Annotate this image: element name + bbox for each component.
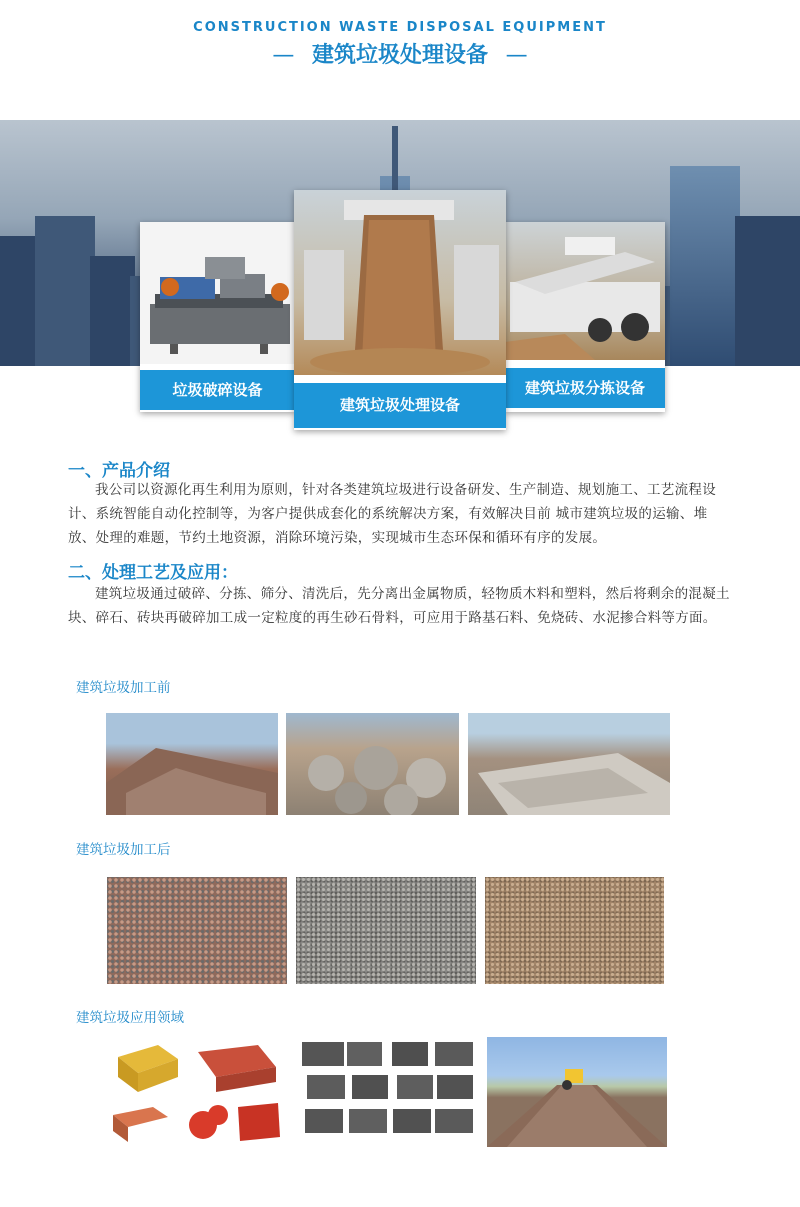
application-photo-bricks	[108, 1037, 288, 1147]
title-english: CONSTRUCTION WASTE DISPOSAL EQUIPMENT	[193, 20, 607, 35]
card-label-shredder: 垃圾破碎设备	[140, 370, 295, 410]
sorter-photo	[505, 222, 665, 360]
process-text: 建筑垃圾通过破碎、分拣、筛分、清洗后，先分离出金属物质，轻物质木料和塑料，然后将剩余的混凝土块、碎石、砖块再破碎加工成一定粒度的再生砂石骨料，可应用于路基石料、免烧砖、水泥掺合料等方面。	[68, 586, 730, 626]
card-sorter	[505, 222, 665, 412]
shredder-photo	[140, 222, 295, 364]
card-processing	[294, 190, 506, 430]
after-photo-3	[485, 877, 664, 984]
before-photo-2	[286, 713, 459, 815]
title-dash-right: —	[505, 43, 528, 68]
before-photo-1	[106, 713, 278, 815]
after-label: 建筑垃圾加工后	[76, 842, 171, 858]
card-shredder	[140, 222, 295, 412]
card-label-sorter: 建筑垃圾分拣设备	[505, 368, 665, 408]
title-dash-left: —	[272, 43, 295, 68]
before-label: 建筑垃圾加工前	[76, 680, 171, 696]
processing-photo	[294, 190, 506, 375]
intro-heading: 一、产品介绍	[68, 461, 170, 481]
process-heading: 二、处理工艺及应用：	[68, 563, 238, 583]
application-label: 建筑垃圾应用领域	[76, 1010, 184, 1026]
after-photo-1	[107, 877, 287, 984]
application-photo-blocks	[297, 1037, 478, 1147]
application-photo-road	[487, 1037, 667, 1147]
title-chinese-row	[0, 38, 800, 69]
before-photo-3	[468, 713, 670, 815]
title-chinese: 建筑垃圾处理设备	[311, 43, 488, 68]
after-photo-2	[296, 877, 476, 984]
card-label-processing: 建筑垃圾处理设备	[294, 383, 506, 428]
intro-text: 我公司以资源化再生利用为原则，针对各类建筑垃圾进行设备研发、生产制造、规划施工、工艺流程设计、系统智能自动化控制等，为客户提供成套化的系统解决方案，有效解决目前 城市建筑垃圾的运输、堆放、处理的难题，节约土地资源，消除环境污染，实现城市生态环保和循环有序的发展。	[68, 482, 716, 546]
